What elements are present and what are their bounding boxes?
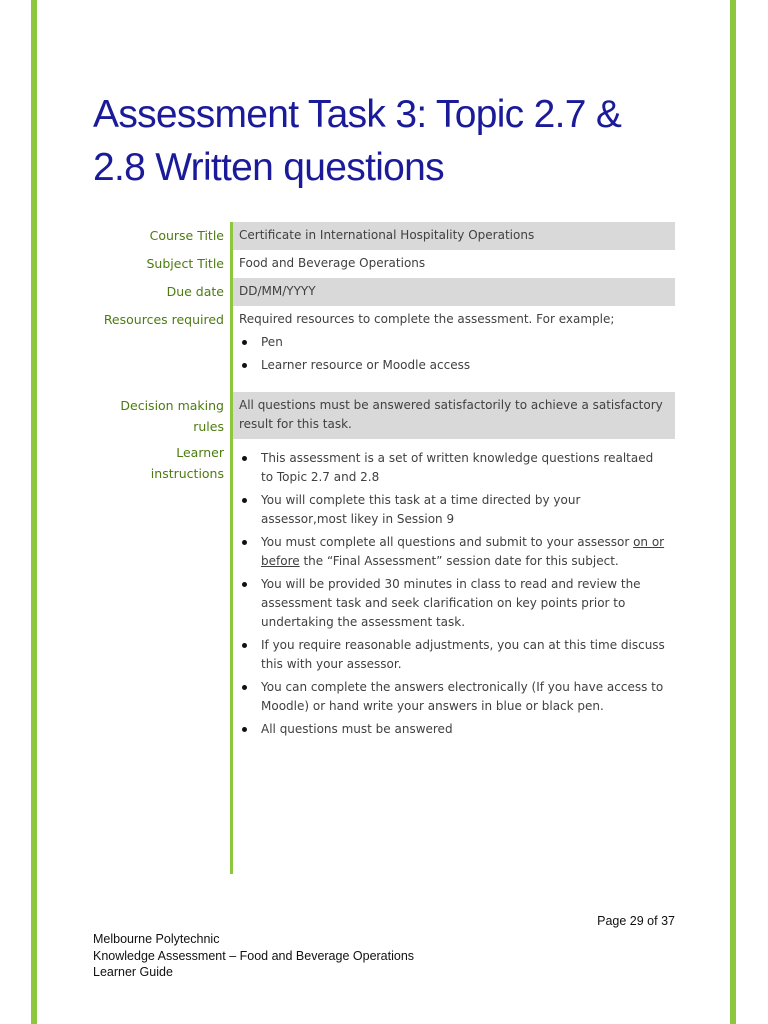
due-date-value: DD/MM/YYYY bbox=[230, 278, 675, 306]
assessment-details-table bbox=[93, 222, 675, 874]
subject-title-label: Subject Title bbox=[146, 256, 224, 271]
instruction-item: You will complete this task at a time directed by your assessor,most likey in Session 9 bbox=[239, 491, 667, 529]
learner-instructions-row bbox=[93, 439, 675, 874]
footer-document-name: Knowledge Assessment – Food and Beverage Operations bbox=[93, 948, 415, 963]
resources-item-pen: Pen bbox=[239, 333, 667, 352]
learner-instructions-label-line1: Learner bbox=[176, 445, 224, 460]
instruction-text: You must complete all questions and submit to your assessor bbox=[261, 535, 634, 549]
instruction-underlined-text: on or before bbox=[261, 535, 665, 568]
instruction-item: If you require reasonable adjustments, you can at this time discuss this with your assessor. bbox=[239, 636, 667, 674]
instruction-item: All questions must be answered bbox=[239, 720, 667, 739]
instruction-item: This assessment is a set of written knowledge questions realtaed to Topic 2.7 and 2.8 bbox=[239, 449, 667, 487]
decision-rules-value: All questions must be answered satisfactorily to achieve a satisfactory result for this task. bbox=[230, 392, 675, 439]
page-border-right bbox=[730, 0, 736, 1024]
decision-rules-label-line1: Decision making bbox=[120, 398, 224, 413]
resources-label: Resources required bbox=[103, 312, 224, 327]
learner-instructions-list bbox=[239, 449, 667, 739]
instruction-item: You will be provided 30 minutes in class to read and review the assessment task and seek clarification on key points prior to undertaking the assessment task. bbox=[239, 575, 667, 632]
subject-title-value: Food and Beverage Operations bbox=[230, 250, 675, 278]
page-border-left bbox=[31, 0, 37, 1024]
decision-rules-row bbox=[93, 392, 675, 439]
course-title-value: Certificate in International Hospitality Operations bbox=[230, 222, 675, 250]
instruction-item bbox=[239, 533, 667, 571]
footer-institution: Melbourne Polytechnic bbox=[93, 932, 220, 946]
page-footer bbox=[93, 931, 414, 981]
footer-guide-type: Learner Guide bbox=[93, 965, 173, 979]
instruction-text: the “Final Assessment” session date for this subject. bbox=[299, 554, 619, 568]
learner-instructions-value bbox=[230, 439, 675, 874]
instruction-item: You can complete the answers electronically (If you have access to Moodle) or hand write your answers in blue or black pen. bbox=[239, 678, 667, 716]
document-title: Assessment Task 3: Topic 2.7 & 2.8 Written questions bbox=[93, 93, 622, 189]
decision-rules-label bbox=[93, 392, 230, 439]
due-date-row bbox=[93, 278, 675, 306]
decision-rules-label-line2: rules bbox=[193, 419, 224, 434]
page-number: Page 29 of 37 bbox=[597, 914, 675, 928]
resources-intro: Required resources to complete the assessment. For example; bbox=[239, 312, 615, 326]
due-date-label: Due date bbox=[166, 284, 224, 299]
course-title-row bbox=[93, 222, 675, 250]
resources-value bbox=[230, 306, 675, 392]
subject-title-row bbox=[93, 250, 675, 278]
course-title-label: Course Title bbox=[149, 228, 224, 243]
resources-item-moodle: Learner resource or Moodle access bbox=[239, 356, 667, 375]
resources-row bbox=[93, 306, 675, 392]
learner-instructions-label bbox=[93, 439, 230, 874]
resources-list bbox=[239, 333, 667, 375]
learner-instructions-label-line2: instructions bbox=[150, 466, 224, 481]
